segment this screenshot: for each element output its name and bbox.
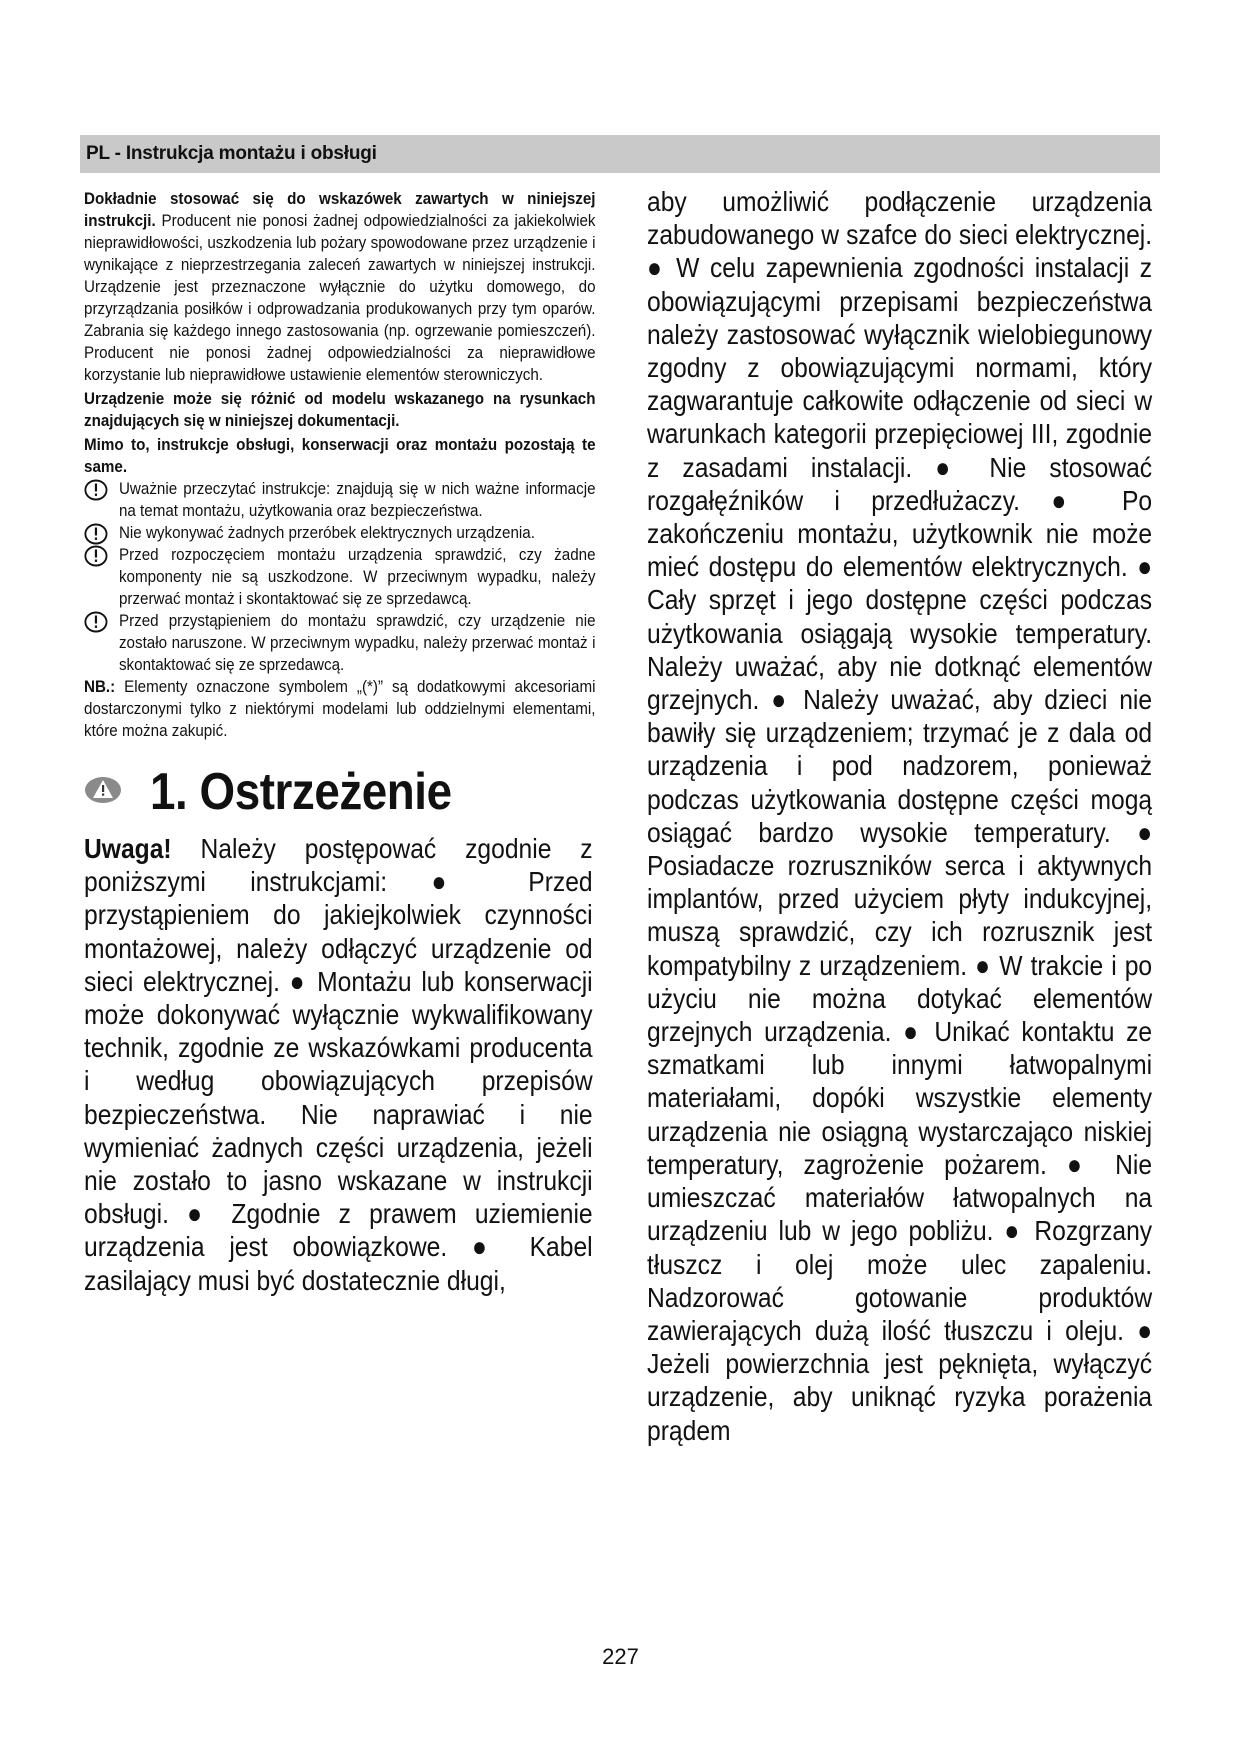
warning-body-left [84,832,593,1297]
page-number: 227 [602,1644,639,1669]
note-label: NB.: [84,678,116,696]
warning-triangle-icon [84,775,122,810]
warning-item [84,544,596,610]
warning-text: Uważnie przeczytać instrukcje: znajdują się w nich ważne informacje na temat montażu, użytkowania oraz bezpieczeństwa. [118,480,596,520]
warning-text: Przed rozpoczęciem montażu urządzenia sprawdzić, czy żadne komponenty nie są uszkodzone. W przeciwnym wypadku, należy przerwać montaż i skontaktować się ze sprzedawcą. [118,546,596,608]
warning-right-text: aby umożliwić podłączenie urządzenia zabudowanego w szafce do sieci elektrycznej. ● W celu zapewnienia zgodności instalacji z obowiązującymi przepisami bezpieczeństwa należy zastosować wyłącznik wielobiegunowy zgodny z obowiązującymi normami, który zagwarantuje całkowite odłączenie od sieci w warunkach kategorii przepięciowej III, zgodnie z zasadami instalacji. ● Nie stosować rozgałęźników i przedłużaczy. ● Po zakończeniu montażu, użytkownik nie może mieć dostępu do elementów elektrycznych. ● Cały sprzęt i jego dostępne części podczas użytkowania osiągają wysokie temperatury. Należy uważać, aby nie dotknąć elementów grzejnych. ● Należy uważać, aby dzieci nie bawiły się urządzeniem; trzymać je z dala od urządzenia i pod nadzorem, ponieważ podczas użytkowania dostępne części mogą osiągać bardzo wysokie temperatury. ● Posiadacze rozruszników serca i aktywnych implantów, przed użyciem płyty indukcyjnej, muszą sprawdzić, czy ich rozrusznik jest kompatybilny z urządzeniem. ● W trakcie i po użyciu nie można dotykać elementów grzejnych urządzenia. ● Unikać kontaktu ze szmatkami lub innymi łatwopalnymi materiałami, dopóki wszystkie elementy urządzenia nie osiągną wystarczająco niskiej temperatury, zagrożenie pożarem. ● Nie umieszczać materiałów łatwopalnych na urządzeniu lub w jego pobliżu. ● Rozgrzany tłuszcz i olej może ulec zapaleniu. Nadzorować gotowanie produktów zawierających dużą ilość tłuszczu i oleju. ● Jeżeli powierzchnia jest pęknięta, wyłączyć urządzenie, aby uniknąć ryzyka porażenia prądem [647,186,1153,1446]
warning-text: Przed przystąpieniem do montażu sprawdzić, czy urządzenie nie zostało naruszone. W przeciwnym wypadku, należy przerwać montaż i skontaktować się ze sprzedawcą. [118,612,596,674]
warning-item [84,610,596,676]
warning-left-text: Należy postępować zgodnie z poniższymi instrukcjami: ● Przed przystąpieniem do jakiejkolwiek czynności montażowej, należy odłączyć urządzenie od sieci elektrycznej. ● Montażu lub konserwacji może dokonywać wyłącznie wykwalifikowany technik, zgodnie ze wskazówkami producenta i według obowiązujących przepisów bezpieczeństwa. Nie naprawiać i nie wymieniać żadnych części urządzenia, jeżeli nie zostało to jasno wskazane w instrukcji obsługi. ● Zgodnie z prawem uziemienie urządzenia jest obowiązkowe. ● Kabel zasilający musi być dostatecznie długi, [84,833,593,1296]
warning-item [84,478,596,522]
warning-body-right [647,185,1152,1447]
exclamation-circle-icon [84,479,108,507]
exclamation-circle-icon [84,545,108,573]
warning-text: Nie wykonywać żadnych przeróbek elektrycznych urządzenia. [118,524,535,542]
intro-paragraph [84,188,596,386]
model-notice: Urządzenie może się różnić od modelu wskazanego na rysunkach znajdujących się w niniejszej dokumentacji. [84,390,596,430]
warning-body-left-text [84,832,593,1297]
section-header-bar [80,135,1160,173]
right-column [647,185,1153,1447]
intro-bold-lead: Dokładnie stosować się do wskazówek zawartych w niniejszej instrukcji. [84,190,596,230]
exclamation-circle-icon [84,611,108,639]
section-heading [84,762,596,822]
warning-item [84,522,596,544]
uwaga-label: Uwaga! [84,833,172,864]
note-text: Elementy oznaczone symbolem „(*)” są dodatkowymi akcesoriami dostarczonymi tylko z niektórymi modelami lub oddzielnymi elementami, które można zakupić. [84,678,596,740]
note-paragraph [84,676,596,742]
left-column [84,188,596,1297]
intro-text: Producent nie ponosi żadnej odpowiedzialności za jakiekolwiek nieprawidłowości, uszkodzenia lub pożary spowodowane przez urządzenie i wynikające z nieprzestrzegania zaleceń zawartych w niniejszej instrukcji. Urządzenie jest przeznaczone wyłącznie do użytku domowego, do przyrządzania posiłków i odprowadzania produkowanych przy tym oparów. Zabrania się każdego innego zastosowania (np. ogrzewanie pomieszczeń). Producent nie ponosi żadnej odpowiedzialności za nieprawidłowe korzystanie lub nieprawidłowe ustawienie elementów sterowniczych. [84,212,596,384]
intro-block [84,188,596,742]
section-title: 1. Ostrzeżenie [150,763,452,821]
same-instructions-notice: Mimo to, instrukcje obsługi, konserwacji oraz montażu pozostają te same. [84,436,596,476]
header-title: PL - Instrukcja montażu i obsługi [86,143,377,164]
